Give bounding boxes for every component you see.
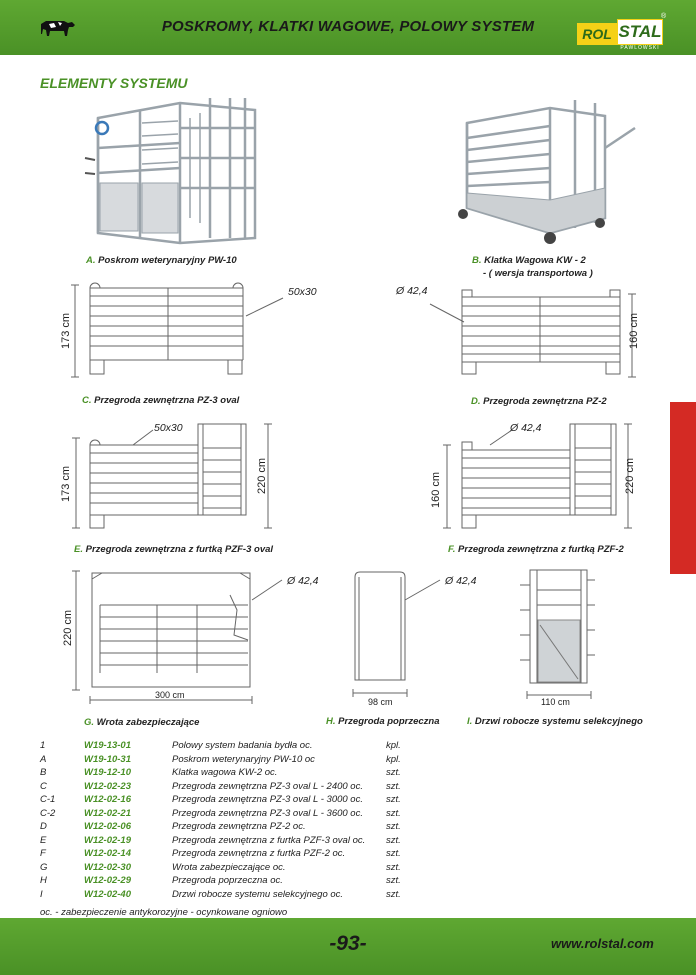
table-row (40, 874, 401, 888)
item-name: Przegroda zewnętrzna z furtka PZF-2 oc. (172, 848, 346, 860)
item-unit: szt. (386, 848, 401, 860)
item-code: W12-02-21 (84, 807, 131, 819)
item-unit: szt. (386, 888, 401, 900)
item-pos: D (40, 821, 47, 833)
figure-i-drawing (515, 565, 605, 710)
figure-a-image (80, 88, 265, 248)
dim-h-profile: Ø 42,4 (445, 575, 477, 587)
section-title: ELEMENTY SYSTEMU (40, 75, 188, 91)
dim-f-profile: Ø 42,4 (510, 422, 542, 434)
parts-table (40, 739, 401, 901)
item-name: Przegroda zewnętrzna PZ-3 oval L - 3600 oc. (172, 807, 363, 819)
item-name: Poskrom weterynaryjny PW-10 oc (172, 753, 315, 765)
caption-b-line2: - ( wersja transportowa ) (483, 268, 593, 279)
item-pos: F (40, 848, 46, 860)
item-code: W12-02-06 (84, 821, 131, 833)
caption-h: H. Przegroda poprzeczna (326, 716, 440, 727)
caption-b: B. Klatka Wagowa KW - 2 (472, 255, 586, 266)
footer-url[interactable]: www.rolstal.com (551, 936, 654, 951)
item-code: W19-12-10 (84, 767, 131, 779)
item-name: Przegroda zewnętrzna PZ-2 oc. (172, 821, 306, 833)
item-pos: A (40, 753, 47, 765)
item-code: W12-02-23 (84, 780, 131, 792)
figure-c-drawing (68, 280, 268, 380)
item-unit: szt. (386, 807, 401, 819)
item-pos: G (40, 861, 48, 873)
figure-f-drawing (430, 420, 640, 530)
caption-g: G. Wrota zabezpieczające (84, 717, 200, 728)
caption-a: A. Poskrom weterynaryjny PW-10 (86, 255, 237, 266)
table-row (40, 780, 401, 794)
item-pos: C-2 (40, 807, 56, 819)
item-name: Przegroda zewnętrzna PZ-3 oval L - 3000 oc. (172, 794, 363, 806)
item-code: W12-02-14 (84, 848, 131, 860)
dim-c-profile: 50x30 (288, 286, 317, 298)
figure-g-drawing (62, 565, 272, 710)
dim-e-height-left: 173 cm (60, 465, 73, 503)
dim-h-width: 98 cm (368, 697, 393, 707)
item-unit: szt. (386, 767, 401, 779)
dim-g-width: 300 cm (155, 690, 185, 700)
dim-i-width: 110 cm (541, 697, 570, 707)
figure-b-image (455, 88, 640, 248)
item-unit: szt. (386, 834, 401, 846)
page-title: POSKROMY, KLATKI WAGOWE, POLOWY SYSTEM (161, 18, 535, 35)
logo-sub: PAWLOWSKI (620, 45, 660, 51)
item-pos: C (40, 780, 47, 792)
item-pos: I (40, 888, 43, 900)
item-unit: kpl. (386, 753, 401, 765)
table-row (40, 793, 401, 807)
caption-f: F. Przegroda zewnętrzna z furtką PZF-2 (448, 544, 624, 555)
logo-stal: STAL (617, 19, 663, 45)
dim-e-profile: 50x30 (154, 422, 183, 434)
caption-d: D. Przegroda zewnętrzna PZ-2 (471, 396, 607, 407)
dim-d-profile: Ø 42,4 (396, 285, 428, 297)
item-name: Polowy system badania bydła oc. (172, 740, 313, 752)
item-unit: szt. (386, 875, 401, 887)
item-code: W12-02-29 (84, 875, 131, 887)
page-header (0, 0, 696, 55)
item-pos: E (40, 834, 47, 846)
table-row (40, 888, 401, 902)
item-pos: 1 (40, 740, 46, 752)
item-code: W12-02-40 (84, 888, 131, 900)
rolstal-logo (577, 19, 663, 49)
item-name: Klatka wagowa KW-2 oc. (172, 767, 278, 779)
dim-g-height: 220 cm (62, 609, 75, 647)
side-tab (670, 402, 696, 574)
page-footer (0, 918, 696, 975)
caption-i: I. Drzwi robocze systemu selekcyjnego (467, 716, 643, 727)
item-pos: H (40, 875, 47, 887)
item-code: W19-13-01 (84, 740, 131, 752)
item-unit: kpl. (386, 740, 401, 752)
logo-registered-mark: ® (661, 13, 667, 20)
page-number: -93- (329, 932, 367, 955)
table-row (40, 847, 401, 861)
item-name: Drzwi robocze systemu selekcyjnego oc. (172, 888, 344, 900)
item-pos: B (40, 767, 47, 779)
dim-g-profile: Ø 42,4 (287, 575, 319, 587)
item-unit: szt. (386, 821, 401, 833)
caption-c: C. Przegroda zewnętrzna PZ-3 oval (82, 395, 240, 406)
table-row (40, 834, 401, 848)
table-row (40, 807, 401, 821)
dim-f-height-right: 220 cm (624, 457, 637, 495)
item-code: W12-02-19 (84, 834, 131, 846)
item-code: W12-02-30 (84, 861, 131, 873)
item-unit: szt. (386, 861, 401, 873)
table-row (40, 820, 401, 834)
caption-e: E. Przegroda zewnętrzna z furtką PZF-3 oval (74, 544, 274, 555)
item-name: Przegroda zewnętrzna PZ-3 oval L - 2400 oc. (172, 780, 363, 792)
item-unit: szt. (386, 794, 401, 806)
dim-f-height-left: 160 cm (430, 471, 443, 509)
item-name: Przegroda poprzeczna oc. (172, 875, 283, 887)
table-row (40, 861, 401, 875)
item-unit: szt. (386, 780, 401, 792)
item-code: W12-02-16 (84, 794, 131, 806)
item-code: W19-10-31 (84, 753, 131, 765)
item-name: Przegroda zewnętrzna z furtka PZF-3 oval oc. (172, 834, 366, 846)
note: oc. - zabezpieczenie antykorozyjne - ocynkowane ogniowo (40, 907, 288, 918)
dim-d-height: 160 cm (628, 312, 641, 350)
logo-rol: ROL (577, 23, 617, 45)
table-row (40, 753, 401, 767)
table-row (40, 739, 401, 753)
dim-e-height-right: 220 cm (256, 457, 269, 495)
figure-e-drawing (68, 420, 278, 530)
dim-c-height: 173 cm (60, 312, 73, 350)
item-name: Wrota zabezpieczające oc. (172, 861, 286, 873)
figure-d-drawing (420, 282, 640, 382)
item-pos: C-1 (40, 794, 56, 806)
table-row (40, 766, 401, 780)
